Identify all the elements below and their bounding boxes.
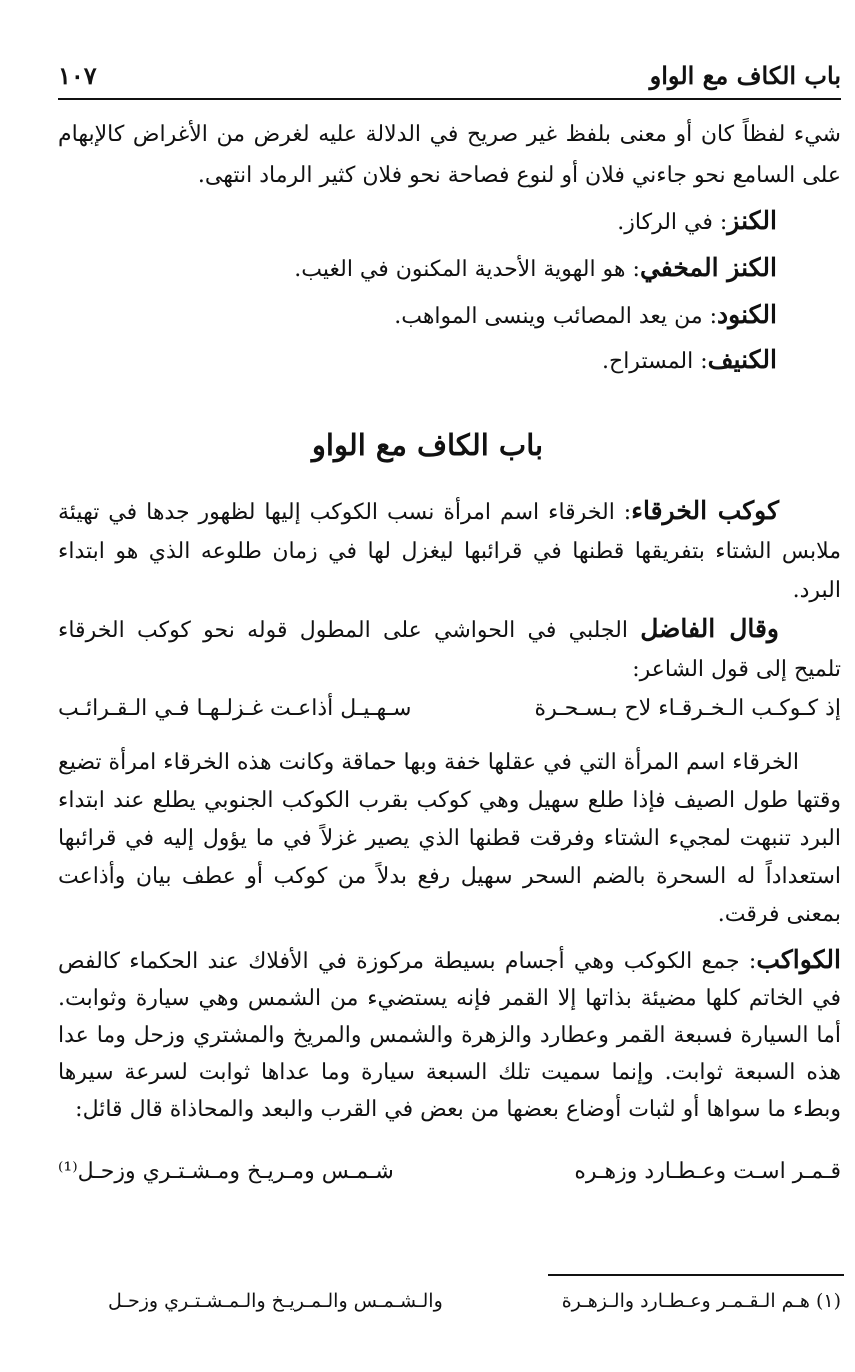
intro-paragraph: شيء لفظاً كان أو معنى بلفظ غير صريح في الدلالة عليه لغرض من الأغراض كالإبهام على السامع نحو جاءني فلان أو لنوع فصاحة نحو فلان كثير الرماد انتهى. xyxy=(58,122,841,188)
entry-text: الخرقاء اسم المرأة التي في عقلها خفة وبها حماقة وكانت هذه الخرقاء امرأة تضيع وقتها طول الصيف فإذا طلع سهيل وهي كوكب بقرب الكوكب الجنوبي يطلع عند ابتداء البرد تنبهت لمجيء الشتاء وفرقت قطنها الذي يصير غزلاً في ما يؤول إليه في قرائبها استعداداً له السحرة بالضم السحر سهيل رفع بدلاً من كوكب أو عطف بيان وأذاعت بمعنى فرقت. xyxy=(58,750,841,927)
definition-text: : في الركاز. xyxy=(617,210,728,235)
definition-entry xyxy=(60,246,777,292)
entry-text: : جمع الكوكب وهي أجسام بسيطة مركوزة في الأفلاك عند الحكماء كالفص في الخاتم كلها مضيئة بذاتها إلا القمر فإنه يستضيء من الشمس وهي سيارة وثوابت. أما السيارة فسبعة القمر وعطارد والزهرة والشمس والمريخ والمشتري وزحل وما عدا هذه السبعة ثوابت. وإنما سميت تلك السبعة سيارة وما عداها ثوابت لسرعة سيرها وبطء ما سواها أو لثبات أوضاع بعضها من بعض في القرب والبعد والمحاذاة قال قائل: xyxy=(58,949,841,1122)
running-title: باب الكاف مع الواو xyxy=(649,60,841,90)
verse-line xyxy=(58,696,841,721)
verse-second-hemistich: شـمـس ومـريـخ ومـشـتـري وزحـل⁽¹⁾ xyxy=(58,1159,394,1184)
definition-term: الكنيف xyxy=(707,345,777,374)
footnote-marker: (١) xyxy=(815,1290,841,1312)
entry-paragraph xyxy=(58,491,841,610)
definition-term: الكنز المخفي xyxy=(639,253,777,282)
definition-entry xyxy=(60,338,777,384)
entry-paragraph xyxy=(58,744,841,934)
definition-entry xyxy=(60,293,777,339)
footnote-second-hemistich: والـشـمـس والـمـريـخ والـمـشـتـري وزحـل xyxy=(108,1290,443,1312)
footnote-first-hemistich: هـم الـقـمـر وعـطـارد والـزهـرة xyxy=(561,1290,810,1312)
definition-text: : هو الهوية الأحدية المكنون في الغيب. xyxy=(294,257,640,282)
page-number: ١٠٧ xyxy=(58,60,97,90)
verse-first-hemistich: قـمـر اسـت وعـطـارد وزهـره xyxy=(574,1159,841,1184)
page-header xyxy=(58,52,841,100)
entry-term: كوكب الخرقاء xyxy=(631,496,779,525)
entry-term: وقال الفاضل xyxy=(640,614,779,643)
footnote-first xyxy=(562,1290,841,1312)
entry-text: : الخرقاء اسم امرأة نسب الكوكب إليها لظهور جدها في تهيئة ملابس الشتاء بتفريقها قطنها في قرائبها ليغزل لها في زمان طلوعه الذي هو ابتداء البرد. xyxy=(58,500,841,603)
entry-paragraph xyxy=(58,941,841,1128)
verse-line xyxy=(58,1159,841,1184)
verse-first-hemistich: إذ كـوكـب الـخـرقـاء لاح بـسـحـرة xyxy=(534,696,841,721)
footnote xyxy=(108,1290,841,1312)
definition-term: الكنز xyxy=(727,206,777,235)
entry-paragraph xyxy=(58,609,841,689)
definition-entry xyxy=(60,199,777,245)
section-heading: باب الكاف مع الواو xyxy=(311,428,544,462)
entry-text: الجلبي في الحواشي على المطول قوله نحو كوكب الخرقاء تلميح إلى قول الشاعر: xyxy=(58,618,841,682)
definition-text: : المستراح. xyxy=(602,349,708,374)
definition-term: الكنود xyxy=(717,300,777,329)
footnote-separator xyxy=(548,1274,844,1276)
definition-text: : من يعد المصائب وينسى المواهب. xyxy=(394,304,718,329)
verse-second-hemistich: سـهـيـل أذاعـت غـزلـهـا فـي الـقـرائـب xyxy=(58,696,412,721)
entry-term: الكواكب xyxy=(756,945,841,974)
